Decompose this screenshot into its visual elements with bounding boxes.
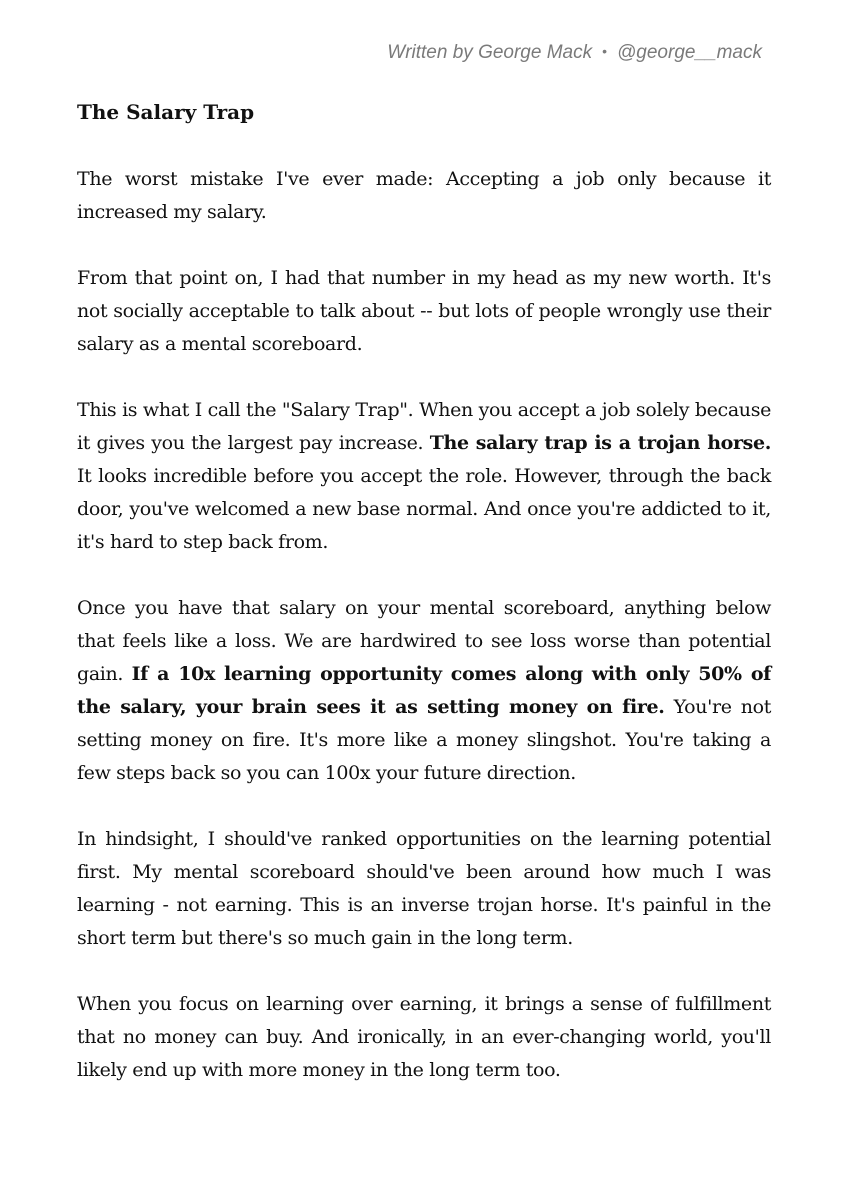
- article: [77, 96, 771, 1120]
- article-paragraph: [77, 988, 771, 1087]
- byline-handle: @george__mack: [617, 42, 762, 63]
- emphasis-text: If a 10x learning opportunity comes along with only 50% of the salary, your brain sees it as setting money on fire.: [77, 663, 771, 718]
- body-text: It looks incredible before you accept the role. However, through the back door, you've welcomed a new base normal. And once you're addicted to it, it's hard to step back from.: [77, 465, 771, 553]
- body-text: Once you have that salary on your mental scoreboard, anything below that feels like a loss. We are hardwired to see loss worse than potential gain.: [77, 597, 771, 685]
- byline: [387, 42, 762, 64]
- article-title: The Salary Trap: [77, 100, 255, 124]
- byline-author: Written by George Mack: [387, 42, 593, 63]
- article-paragraph: [77, 262, 771, 361]
- body-text: When you focus on learning over earning, it brings a sense of fulfillment that no money can buy. And ironically, in an ever-changing world, you'll likely end up with more money in the long term too.: [77, 993, 771, 1081]
- article-paragraph: [77, 823, 771, 955]
- byline-separator: •: [602, 43, 608, 59]
- body-text: In hindsight, I should've ranked opportunities on the learning potential first. My mental scoreboard should've been around how much I was learning - not earning. This is an inverse trojan horse. It's painful in the short term but there's so much gain in the long term.: [77, 828, 771, 949]
- body-text: You're not setting money on fire. It's more like a money slingshot. You're taking a few steps back so you can 100x your future direction.: [77, 696, 771, 784]
- article-paragraph: [77, 394, 771, 559]
- article-body: [77, 163, 771, 1087]
- article-paragraph: [77, 592, 771, 790]
- body-text: From that point on, I had that number in my head as my new worth. It's not socially acceptable to talk about -- but lots of people wrongly use their salary as a mental scoreboard.: [77, 267, 771, 355]
- body-text: This is what I call the "Salary Trap". When you accept a job solely because it gives you the largest pay increase.: [77, 399, 771, 454]
- article-paragraph: [77, 163, 771, 229]
- emphasis-text: The salary trap is a trojan horse.: [429, 432, 771, 454]
- body-text: The worst mistake I've ever made: Accepting a job only because it increased my salary.: [77, 168, 771, 223]
